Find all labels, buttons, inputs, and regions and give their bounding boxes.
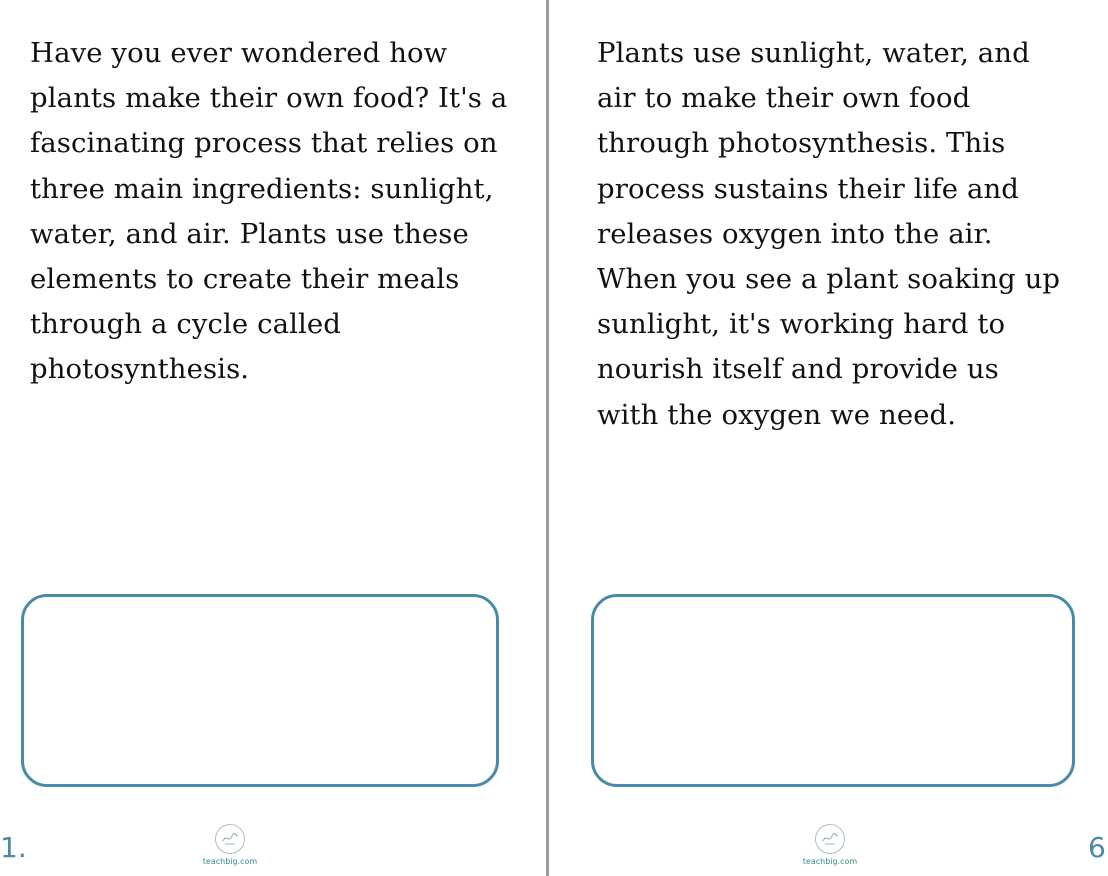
left-page [0,0,546,876]
right-page [549,0,1106,876]
page-number: 6 [1088,831,1106,864]
teachbig-logo-icon [815,824,845,854]
footer-url: teachbig.com [202,857,258,866]
right-drawing-box[interactable] [591,594,1075,787]
right-footer-logo [800,824,860,872]
footer-url: teachbig.com [802,857,858,866]
teachbig-logo-icon [215,824,245,854]
left-footer-logo [200,824,260,872]
left-passage-text: Have you ever wondered how plants make their own food? It's a fascinating process that relies on three main ingredients: sunlight, water, and air. Plants use these elements to create their meals through a cycle called photosynthesis. [30,37,508,386]
left-drawing-box[interactable] [21,594,499,787]
right-passage-text: Plants use sunlight, water, and air to make their own food through photosynthesis. This process sustains their life and releases oxygen into the air. When you see a plant soaking up sunlight, it's working hard to nourish itself and provide us with the oxygen we need. [597,37,1061,431]
page-number: 1. [0,831,27,864]
